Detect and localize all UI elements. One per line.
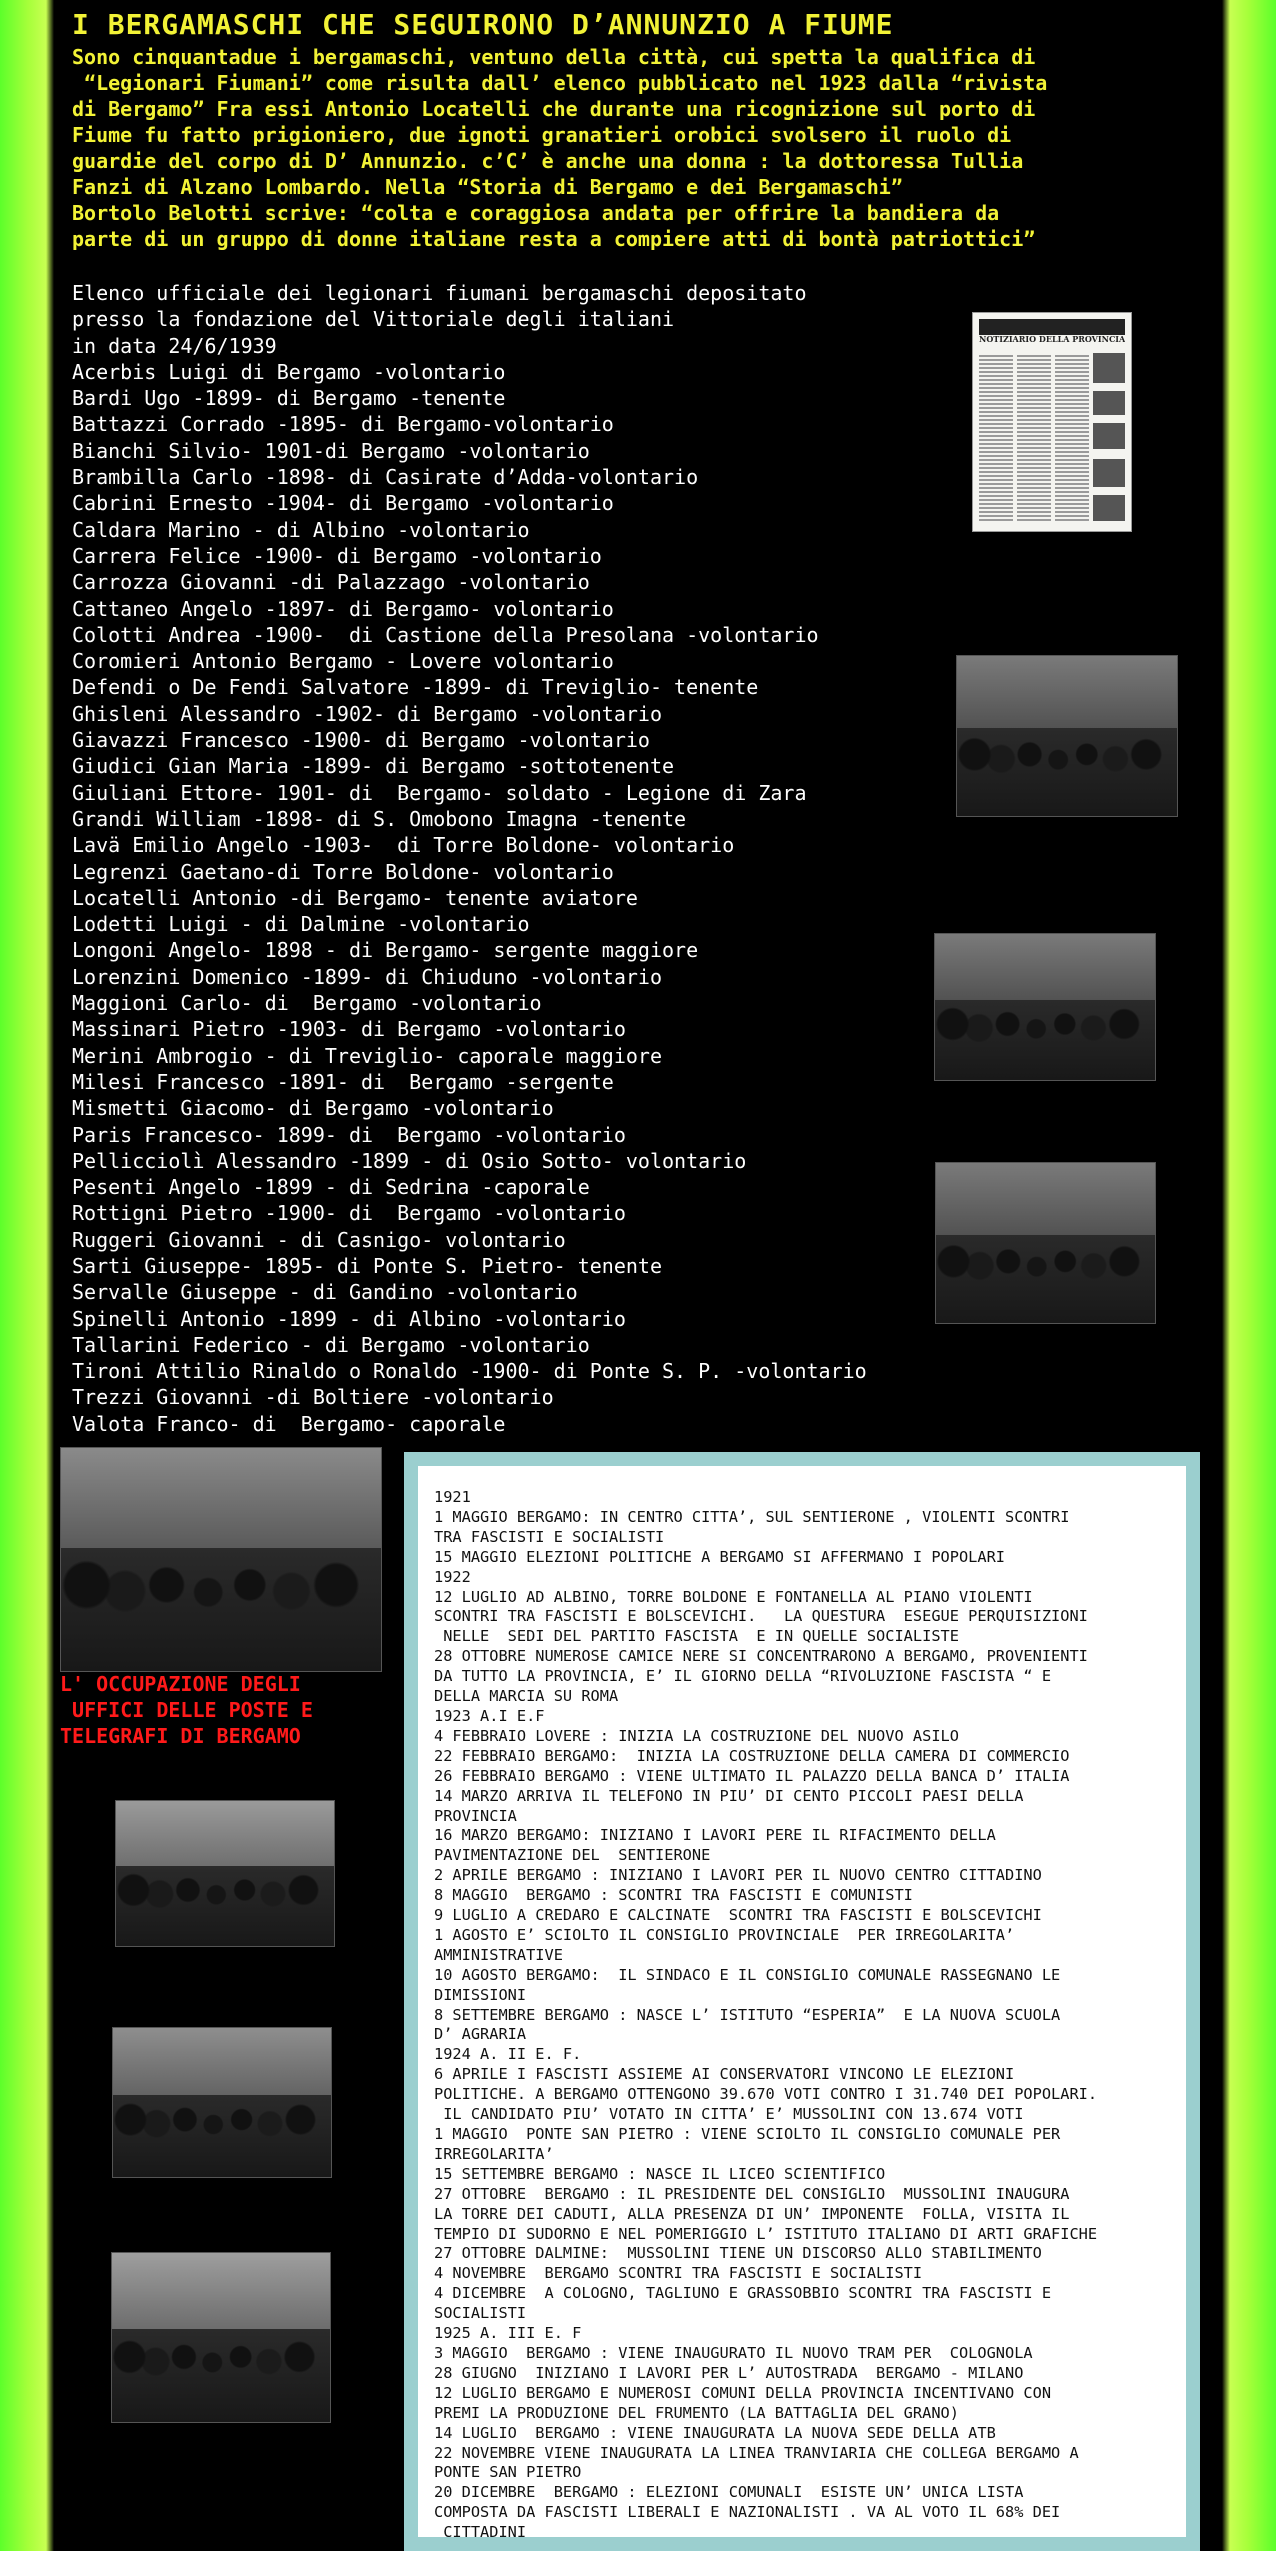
newspaper-masthead	[979, 319, 1125, 335]
photo-figures	[112, 2329, 330, 2422]
timeline-line: 28 GIUGNO INIZIANO I LAVORI PER L’ AUTOSTRADA BERGAMO - MILANO	[434, 2363, 1024, 2382]
timeline-line: 2 APRILE BERGAMO : INIZIANO I LAVORI PER IL NUOVO CENTRO CITTADINO	[434, 1866, 1042, 1885]
timeline-line: DIMISSIONI	[434, 1985, 527, 2004]
roster-line: Servalle Giuseppe - di Gandino -volontario	[72, 1280, 578, 1305]
timeline-line: 1 AGOSTO E’ SCIOLTO IL CONSIGLIO PROVINCIALE PER IRREGOLARITA’	[434, 1925, 1015, 1944]
intro-line: Sono cinquantadue i bergamaschi, ventuno della città, cui spetta la qualifica di	[72, 45, 1036, 69]
group-portrait-photo	[115, 1800, 335, 1947]
timeline-line: 1 MAGGIO PONTE SAN PIETRO : VIENE SCIOLTO IL CONSIGLIO COMUNALE PER	[434, 2125, 1061, 2143]
timeline-line: 1924 A. II E. F.	[434, 2045, 582, 2064]
newspaper-masthead-text: NOTIZIARIO DELLA PROVINCIA	[979, 335, 1125, 344]
roster-line: Acerbis Luigi di Bergamo -volontario	[72, 359, 506, 384]
timeline-line: 12 LUGLIO BERGAMO E NUMEROSI COMUNI DELLA PROVINCIA INCENTIVANO CON	[434, 2383, 1052, 2402]
photo-background	[935, 934, 1155, 1007]
timeline-line: NELLE SEDI DEL PARTITO FASCISTA E IN QUELLE SOCIALISTE	[434, 1627, 959, 1646]
timeline-line: LA TORRE DEI CADUTI, ALLA PRESENZA DI UN’ IMPONENTE FOLLA, VISITA IL	[434, 2204, 1070, 2223]
timeline-line: D’ AGRARIA	[434, 2025, 527, 2044]
roster-line: Locatelli Antonio -di Bergamo- tenente aviatore	[72, 885, 638, 910]
photo-background	[61, 1448, 381, 1560]
roster-line: Battazzi Corrado -1895- di Bergamo-volontario	[72, 412, 614, 437]
roster-line: Grandi William -1898- di S. Omobono Imagna -tenente	[72, 806, 687, 831]
legionari-group-photo	[935, 1162, 1156, 1324]
roster-line: Lorenzini Domenico -1899- di Chiuduno -volontario	[72, 964, 663, 989]
roster-line: Legrenzi Gaetano-di Torre Boldone- volontario	[72, 859, 614, 884]
timeline-line: 4 DICEMBRE A COLOGNO, TAGLIUNO E GRASSOBBIO SCONTRI TRA FASCISTI E	[434, 2284, 1052, 2303]
intro-line: parte di un gruppo di donne italiane resta a compiere atti di bontà patriottici”	[72, 227, 1036, 251]
timeline-line: POLITICHE. A BERGAMO OTTENGONO 39.670 VOTI CONTRO I 31.740 DEI POPOLARI.	[434, 2085, 1098, 2104]
roster-line: Milesi Francesco -1891- di Bergamo -sergente	[72, 1069, 614, 1094]
group-portrait-photo	[111, 2252, 331, 2423]
photo-figures	[61, 1548, 381, 1671]
roster-line: Colotti Andrea -1900- di Castione della Presolana -volontario	[72, 622, 819, 647]
intro-line: “Legionari Fiumani” come risulta dall’ elenco pubblicato nel 1923 dalla “rivista	[72, 71, 1048, 95]
timeline-line: 22 NOVEMBRE VIENE INAUGURATA LA LINEA TRANVIARIA CHE COLLEGA BERGAMO A	[434, 2443, 1079, 2462]
timeline-line: 8 MAGGIO BERGAMO : SCONTRI TRA FASCISTI E COMUNISTI	[434, 1886, 913, 1905]
intro-line: Fiume fu fatto prigioniero, due ignoti granatieri orobici svolsero il ruolo di	[72, 123, 1012, 147]
timeline-line: 15 MAGGIO ELEZIONI POLITICHE A BERGAMO SI AFFERMANO I POPOLARI	[434, 1547, 1005, 1566]
intro-line: Bortolo Belotti scrive: “colta e coraggiosa andata per offrire la bandiera da	[72, 201, 1000, 225]
photo-figures	[936, 1235, 1155, 1323]
roster-line: Giuliani Ettore- 1901- di Bergamo- soldato - Legione di Zara	[72, 780, 807, 805]
newspaper-column	[1055, 353, 1089, 523]
roster-line: Giavazzi Francesco -1900- di Bergamo -volontario	[72, 728, 650, 753]
timeline-line: 6 APRILE I FASCISTI ASSIEME AI CONSERVATORI VINCONO LE ELEZIONI	[434, 2065, 1015, 2084]
timeline-line: PREMI LA PRODUZIONE DEL FRUMENTO (LA BATTAGLIA DEL GRANO)	[434, 2403, 959, 2422]
roster-line: Lavä Emilio Angelo -1903- di Torre Boldone- volontario	[72, 833, 735, 858]
roster-line: Longoni Angelo- 1898 - di Bergamo- sergente maggiore	[72, 938, 699, 963]
timeline-line: 26 FEBBRAIO BERGAMO : VIENE ULTIMATO IL PALAZZO DELLA BANCA D’ ITALIA	[434, 1766, 1070, 1785]
timeline-line: SCONTRI TRA FASCISTI E BOLSCEVICHI. LA QUESTURA ESEGUE PERQUISIZIONI	[434, 1607, 1088, 1626]
roster-line: Pellicciolì Alessandro -1899 - di Osio Sotto- volontario	[72, 1148, 747, 1173]
roster-line: Caldara Marino - di Albino -volontario	[72, 517, 530, 542]
roster-line: in data 24/6/1939	[72, 333, 277, 358]
newspaper-column	[979, 353, 1013, 523]
timeline-line: IRREGOLARITA’	[434, 2144, 554, 2163]
roster-line: Sarti Giuseppe- 1895- di Ponte S. Pietro- tenente	[72, 1253, 663, 1278]
poste-occupation-photo	[60, 1447, 382, 1672]
roster-line: Maggioni Carlo- di Bergamo -volontario	[72, 991, 542, 1016]
photo-figures	[957, 728, 1177, 816]
timeline-line: 1923 A.I E.F	[434, 1706, 545, 1725]
timeline-line: COMPOSTA DA FASCISTI LIBERALI E NAZIONALISTI . VA AL VOTO IL 68% DEI	[434, 2503, 1061, 2522]
roster-line: Mismetti Giacomo- di Bergamo -volontario	[72, 1096, 554, 1121]
newspaper-column	[1017, 353, 1051, 523]
timeline-line: SOCIALISTI	[434, 2304, 527, 2323]
newspaper-photo	[1093, 495, 1125, 521]
caption-line: UFFICI DELLE POSTE E	[60, 1698, 313, 1722]
newspaper-clipping-image	[972, 312, 1132, 532]
legionari-group-photo	[956, 655, 1178, 817]
caption-line: TELEGRAFI DI BERGAMO	[60, 1724, 301, 1748]
roster-line: Merini Ambrogio - di Treviglio- caporale maggiore	[72, 1043, 663, 1068]
roster-line: Spinelli Antonio -1899 - di Albino -volontario	[72, 1306, 626, 1331]
timeline-line: TRA FASCISTI E SOCIALISTI	[434, 1527, 665, 1546]
roster-line: Ghisleni Alessandro -1902- di Bergamo -volontario	[72, 701, 663, 726]
timeline-line: 3 MAGGIO BERGAMO : VIENE INAUGURATO IL NUOVO TRAM PER COLOGNOLA	[434, 2343, 1033, 2362]
newspaper-photo	[1093, 459, 1125, 487]
roster-line: Tironi Attilio Rinaldo o Ronaldo -1900- di Ponte S. P. -volontario	[72, 1359, 867, 1384]
roster-line: Rottigni Pietro -1900- di Bergamo -volontario	[72, 1201, 626, 1226]
timeline-line: 28 OTTOBRE NUMEROSE CAMICE NERE SI CONCENTRARONO A BERGAMO, PROVENIENTI	[434, 1647, 1088, 1666]
roster-line: Cattaneo Angelo -1897- di Bergamo- volontario	[72, 596, 614, 621]
roster-line: Tallarini Federico - di Bergamo -volontario	[72, 1332, 590, 1357]
roster-line: Lodetti Luigi - di Dalmine -volontario	[72, 912, 530, 937]
roster-line: Elenco ufficiale dei legionari fiumani bergamaschi depositato	[72, 281, 807, 305]
timeline-line: 12 LUGLIO AD ALBINO, TORRE BOLDONE E FONTANELLA AL PIANO VIOLENTI	[434, 1587, 1033, 1606]
timeline-line: 8 SETTEMBRE BERGAMO : NASCE L’ ISTITUTO “ESPERIA” E LA NUOVA SCUOLA	[434, 2005, 1061, 2024]
roster-line: Valota Franco- di Bergamo- caporale	[72, 1411, 506, 1436]
page-title: I BERGAMASCHI CHE SEGUIRONO D’ANNUNZIO A FIUME	[72, 8, 894, 41]
roster-line: Carrera Felice -1900- di Bergamo -volontario	[72, 543, 602, 568]
roster-line: Cabrini Ernesto -1904- di Bergamo -volontario	[72, 491, 614, 516]
timeline-line: 27 OTTOBRE DALMINE: MUSSOLINI TIENE UN DISCORSO ALLO STABILIMENTO	[434, 2244, 1042, 2263]
timeline-line: 20 DICEMBRE BERGAMO : ELEZIONI COMUNALI ESISTE UN’ UNICA LISTA	[434, 2483, 1024, 2502]
timeline-line: 1921	[434, 1488, 471, 1506]
photo-background	[112, 2253, 330, 2338]
timeline-line: IL CANDIDATO PIU’ VOTATO IN CITTA’ E’ MUSSOLINI CON 13.674 VOTI	[434, 2105, 1024, 2124]
timeline-line: CITTADINI	[434, 2523, 527, 2537]
timeline-line: 14 MARZO ARRIVA IL TELEFONO IN PIU’ DI CENTO PICCOLI PAESI DELLA	[434, 1786, 1024, 1805]
roster-line: Brambilla Carlo -1898- di Casirate d’Adda-volontario	[72, 465, 699, 490]
timeline-line: DELLA MARCIA SU ROMA	[434, 1687, 619, 1706]
intro-line: guardie del corpo di D’ Annunzio. c’C’ è anche una donna : la dottoressa Tullia	[72, 149, 1024, 173]
caption-line: L' OCCUPAZIONE DEGLI	[60, 1672, 301, 1696]
roster-line: Massinari Pietro -1903- di Bergamo -volontario	[72, 1017, 626, 1042]
timeline-line: TEMPIO DI SUDORNO E NEL POMERIGGIO L’ ISTITUTO ITALIANO DI ARTI GRAFICHE	[434, 2224, 1098, 2243]
roster-line: Bianchi Silvio- 1901-di Bergamo -volontario	[72, 438, 590, 463]
timeline-frame	[404, 1452, 1200, 2551]
timeline-text	[418, 1466, 1186, 2537]
intro-line: Fanzi di Alzano Lombardo. Nella “Storia di Bergamo e dei Bergamaschi”	[72, 175, 903, 199]
photo-background	[936, 1163, 1155, 1243]
roster-line: Ruggeri Giovanni - di Casnigo- volontario	[72, 1227, 566, 1252]
legionari-group-photo	[934, 933, 1156, 1081]
timeline-line: 27 OTTOBRE BERGAMO : IL PRESIDENTE DEL CONSIGLIO MUSSOLINI INAUGURA	[434, 2184, 1070, 2203]
roster-line: Coromieri Antonio Bergamo - Lovere volontario	[72, 649, 614, 674]
timeline-line: 1 MAGGIO BERGAMO: IN CENTRO CITTA’, SUL SENTIERONE , VIOLENTI SCONTRI	[434, 1507, 1070, 1526]
photo-figures	[113, 2095, 331, 2177]
roster-line: Giudici Gian Maria -1899- di Bergamo -sottotenente	[72, 754, 675, 779]
group-portrait-photo	[112, 2027, 332, 2178]
timeline-line: 1922	[434, 1567, 471, 1586]
photo-background	[957, 656, 1177, 736]
roster-line: Trezzi Giovanni -di Boltiere -volontario	[72, 1385, 554, 1410]
photo-figures	[116, 1866, 334, 1946]
roster-line: presso la fondazione del Vittoriale degli italiani	[72, 307, 675, 332]
timeline-line: 16 MARZO BERGAMO: INIZIANO I LAVORI PERE IL RIFACIMENTO DELLA	[434, 1826, 996, 1845]
timeline-line: AMMINISTRATIVE	[434, 1945, 563, 1964]
roster-line: Paris Francesco- 1899- di Bergamo -volontario	[72, 1122, 626, 1147]
timeline-line: 22 FEBBRAIO BERGAMO: INIZIA LA COSTRUZIONE DELLA CAMERA DI COMMERCIO	[434, 1746, 1070, 1765]
timeline-line: 15 SETTEMBRE BERGAMO : NASCE IL LICEO SCIENTIFICO	[434, 2164, 886, 2183]
newspaper-photo	[1093, 423, 1125, 449]
legionari-list	[72, 280, 1052, 1437]
newspaper-photo	[1093, 391, 1125, 415]
intro-line: di Bergamo” Fra essi Antonio Locatelli che durante una ricognizione sul porto di	[72, 97, 1036, 121]
timeline-line: DA TUTTO LA PROVINCIA, E’ IL GIORNO DELLA “RIVOLUZIONE FASCISTA “ E	[434, 1667, 1052, 1686]
newspaper-photo	[1093, 353, 1125, 383]
roster-line: Carrozza Giovanni -di Palazzago -volontario	[72, 570, 590, 595]
intro-paragraph	[72, 44, 1212, 252]
roster-line: Pesenti Angelo -1899 - di Sedrina -caporale	[72, 1175, 590, 1200]
timeline-line: 4 FEBBRAIO LOVERE : INIZIA LA COSTRUZIONE DEL NUOVO ASILO	[434, 1726, 959, 1745]
photo-background	[116, 1801, 334, 1874]
timeline-line: PONTE SAN PIETRO	[434, 2463, 582, 2482]
photo-figures	[935, 1000, 1155, 1080]
photo-background	[113, 2028, 331, 2103]
timeline-line: 14 LUGLIO BERGAMO : VIENE INAUGURATA LA NUOVA SEDE DELLA ATB	[434, 2423, 996, 2442]
timeline-line: PROVINCIA	[434, 1806, 517, 1825]
timeline-line: 1925 A. III E. F	[434, 2324, 582, 2343]
timeline-line: 10 AGOSTO BERGAMO: IL SINDACO E IL CONSIGLIO COMUNALE RASSEGNANO LE	[434, 1965, 1061, 1984]
timeline-line: 9 LUGLIO A CREDARO E CALCINATE SCONTRI TRA FASCISTI E BOLSCEVICHI	[434, 1906, 1042, 1925]
timeline-line: 4 NOVEMBRE BERGAMO SCONTRI TRA FASCISTI E SOCIALISTI	[434, 2264, 923, 2283]
roster-line: Bardi Ugo -1899- di Bergamo -tenente	[72, 386, 506, 411]
photo-caption	[60, 1671, 390, 1749]
roster-line: Defendi o De Fendi Salvatore -1899- di Treviglio- tenente	[72, 675, 759, 700]
timeline-line: PAVIMENTAZIONE DEL SENTIERONE	[434, 1846, 711, 1865]
